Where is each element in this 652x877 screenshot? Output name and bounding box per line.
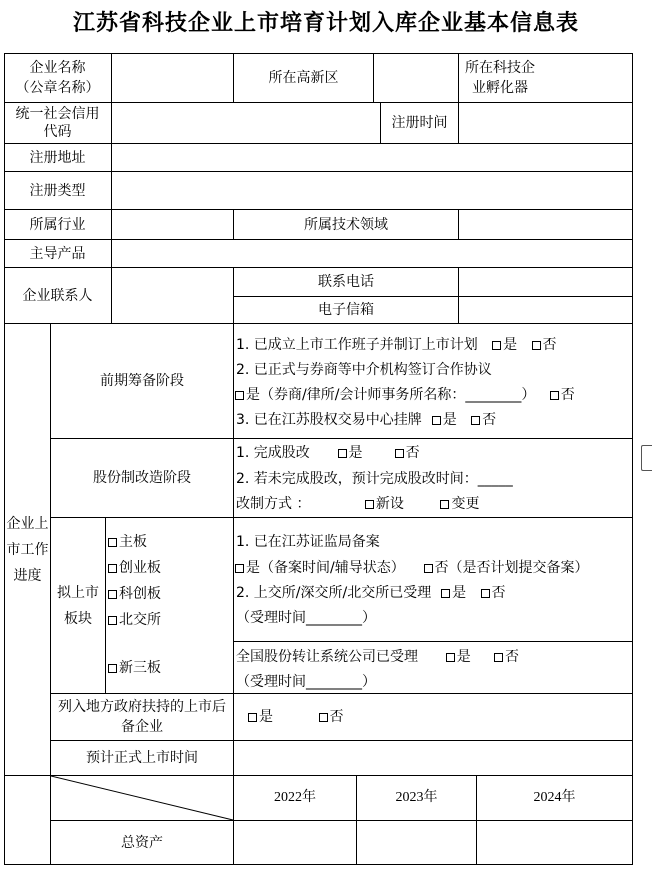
prep-item-3: 3. 已在江苏股权交易中心挂牌 是 否	[236, 412, 497, 428]
scroll-edge-handle[interactable]	[641, 445, 652, 471]
checkbox-icon[interactable]	[235, 391, 244, 400]
checkbox-icon[interactable]	[494, 653, 503, 662]
prep-stage-label: 前期筹备阶段	[100, 373, 184, 389]
prep-item-2: 2. 已正式与券商等中介机构签订合作协议	[236, 362, 492, 378]
board-option-bse: 北交所	[107, 608, 161, 632]
checkbox-icon[interactable]	[338, 449, 347, 458]
board-item-1-options: 是（备案时间/辅导状态） 否（是否计划提交备案）	[234, 556, 589, 580]
checkbox-icon[interactable]	[235, 564, 244, 573]
checkbox-icon[interactable]	[319, 713, 328, 722]
checkbox-icon[interactable]	[440, 500, 449, 509]
prep-item-1: 1. 已成立上市工作班子并制订上市计划 是 否	[236, 337, 557, 353]
board-option-star: 科创板	[107, 582, 161, 606]
checkbox-icon[interactable]	[424, 564, 433, 573]
shareholding-stage-label: 股份制改造阶段	[93, 470, 191, 486]
phone-label: 联系电话	[318, 274, 374, 290]
board-option-chinext: 创业板	[107, 556, 161, 580]
checkbox-icon[interactable]	[108, 664, 117, 673]
board-item-1: 1. 已在江苏证监局备案	[236, 534, 380, 550]
credit-code-label: 统一社会信用 代码	[15, 106, 100, 140]
checkbox-icon[interactable]	[550, 391, 559, 400]
checkbox-icon[interactable]	[108, 538, 117, 547]
board-option-neeq: 新三板	[107, 656, 161, 680]
expected-listing-label: 预计正式上市时间	[86, 750, 198, 766]
total-assets-label: 总资产	[121, 834, 163, 851]
neeq-item: 全国股份转让系统公司已受理 是 否	[236, 649, 519, 665]
year-header-2022: 2022年	[274, 790, 316, 805]
checkbox-icon[interactable]	[108, 564, 117, 573]
checkbox-icon[interactable]	[532, 341, 541, 350]
tech-field-label: 所属技术领域	[304, 216, 388, 233]
share-item-3: 改制方式 ： 新设 变更	[236, 496, 480, 512]
local-support-label: 列入地方政府扶持的上市后 备企业	[58, 699, 226, 735]
contact-label: 企业联系人	[22, 287, 93, 304]
share-item-1: 1. 完成股改 是 否	[236, 445, 420, 461]
listing-progress-label: 企业上 市工作 进度	[6, 515, 49, 584]
year-header-2023: 2023年	[395, 790, 438, 805]
main-product-label: 主导产品	[29, 245, 86, 262]
zone-label: 所在高新区	[268, 70, 339, 86]
document-title: 江苏省科技企业上市培育计划入库企业基本信息表	[72, 10, 579, 36]
checkbox-icon[interactable]	[108, 590, 117, 599]
checkbox-icon[interactable]	[441, 589, 450, 598]
checkbox-icon[interactable]	[108, 616, 117, 625]
checkbox-icon[interactable]	[395, 449, 404, 458]
year-header-2024: 2024年	[533, 790, 576, 805]
checkbox-icon[interactable]	[471, 416, 480, 425]
board-option-main: 主板	[107, 530, 147, 554]
share-item-2: 2. 若未完成股改，预计完成股改时间：_____	[236, 471, 513, 487]
reg-type-label: 注册类型	[29, 182, 86, 199]
reg-address-label: 注册地址	[29, 149, 86, 166]
checkbox-icon[interactable]	[432, 416, 441, 425]
board-item-2-time: （受理时间________）	[236, 610, 376, 626]
checkbox-icon[interactable]	[446, 653, 455, 662]
prep-item-2-detail: 是（券商/律所/会计师事务所名称：________） 否	[234, 383, 575, 407]
diagonal-header-line	[51, 776, 234, 821]
email-label: 电子信箱	[318, 302, 374, 318]
company-name-label: 企业名称 （公章名称）	[15, 60, 100, 96]
neeq-time: （受理时间________）	[236, 674, 376, 690]
industry-label: 所属行业	[29, 216, 86, 233]
incubator-label: 所在科技企 业孵化器	[465, 60, 535, 96]
reg-time-label: 注册时间	[391, 115, 448, 131]
checkbox-icon[interactable]	[365, 500, 374, 509]
listing-board-label: 拟上市 板块	[57, 584, 99, 627]
board-item-2: 2. 上交所/深交所/北交所已受理 是 否	[236, 585, 506, 601]
local-support-options: 是 否	[247, 705, 344, 729]
checkbox-icon[interactable]	[492, 341, 501, 350]
checkbox-icon[interactable]	[248, 713, 257, 722]
checkbox-icon[interactable]	[481, 589, 490, 598]
